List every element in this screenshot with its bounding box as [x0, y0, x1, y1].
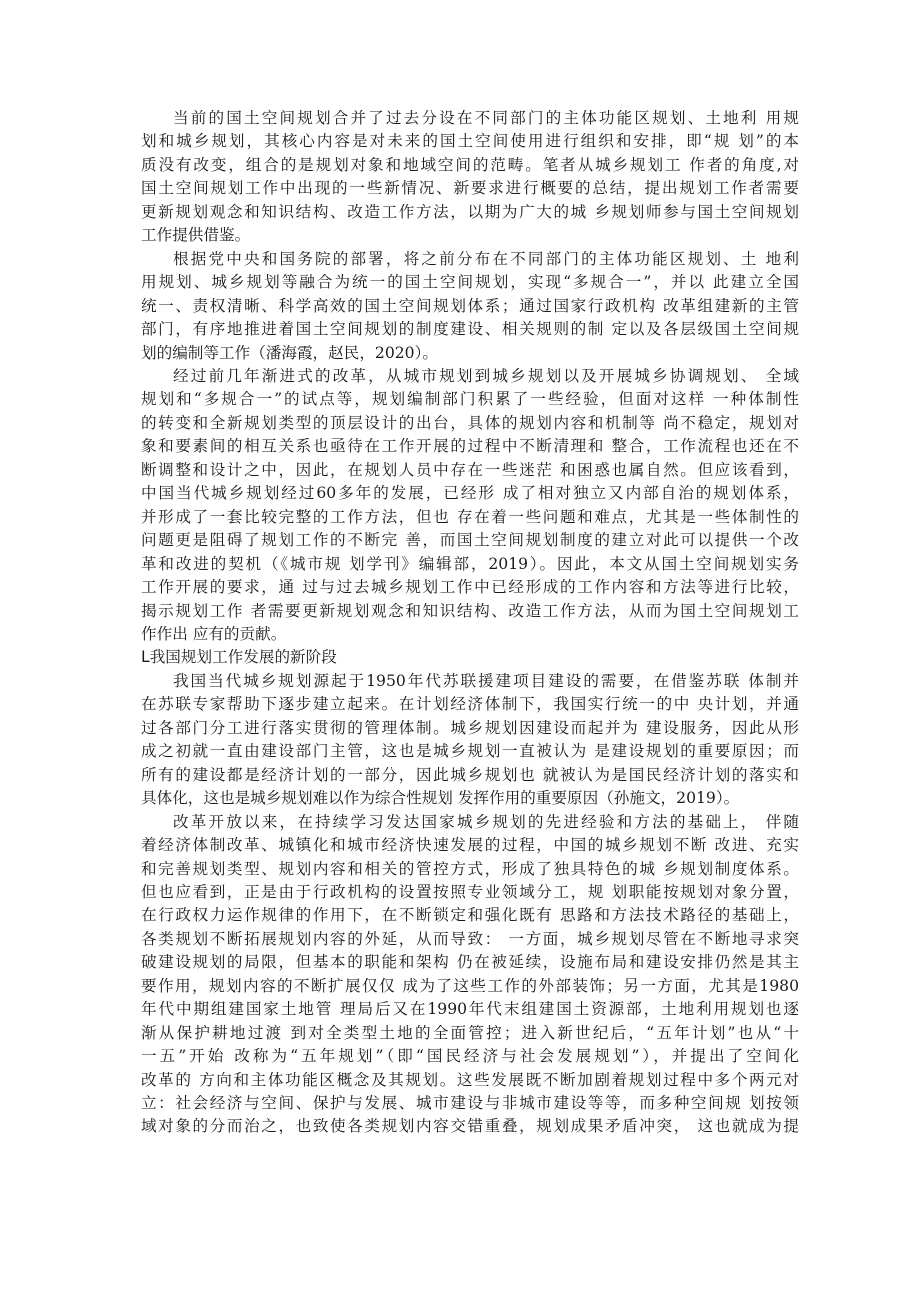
text-line: 当前的国土空间规划合并了过去分设在不同部门的主体功能区规划、土地利 用规	[173, 109, 799, 127]
text-line: 在苏联专家帮助下逐步建立起来。在计划经济体制下，我国实行统一的中 央计划，并通	[141, 695, 799, 714]
text-line: 象和要素间的相互关系也亟待在工作开展的过程中不断清理和 整合，工作流程也还在不	[141, 437, 799, 456]
text-line: 过各部门分工进行落实贯彻的管理体制。城乡规划因建设而起并为 建设服务，因此从形	[141, 718, 799, 737]
text-line: 的转变和全新规划类型的顶层设计的出台，具体的规划内容和机制等 尚不稳定，规划对	[141, 413, 799, 432]
text-line: 具体化，这也是城乡规划难以作为综合性规划 发挥作用的重要原因（孙施文，2019）。	[141, 789, 740, 808]
text-line: 作作出 应有的贡献。	[141, 624, 287, 643]
text-line: 所有的建设都是经济计划的一部分，因此城乡规划也 就被认为是国民经济计划的落实和	[141, 765, 799, 784]
text-line: 域对象的分而治之，也致使各类规划内容交错重叠，规划成果矛盾冲突， 这也就成为提	[141, 1117, 799, 1136]
text-line: 质没有改变，组合的是规划对象和地域空间的范畴。笔者从城乡规划工 作者的角度,对	[141, 155, 799, 174]
text-line: 部门，有序地推进着国土空间规划的制度建设、相关规则的制 定以及各层级国土空间规	[141, 320, 799, 339]
text-line: 改革开放以来，在持续学习发达国家城乡规划的先进经验和方法的基础上， 伴随	[173, 812, 799, 831]
text-line: 划的编制等工作（潘海霞，赵民，2020）。	[141, 343, 438, 362]
text-line: 我国当代城乡规划源起于1950年代苏联援建项目建设的需要，在借鉴苏联 体制并	[173, 671, 799, 690]
text-line: 用规划、城乡规划等融合为统一的国土空间规划，实现“多规合一”，并以 此建立全国	[141, 273, 799, 292]
text-line: 在行政权力运作规律的作用下，在不断锁定和强化既有 思路和方法技术路径的基础上，	[141, 906, 799, 925]
text-line: 各类规划不断拓展规划内容的外延，从而导致： 一方面，城乡规划尽管在不断地寻求突	[141, 929, 799, 948]
text-line: 要作用，规划内容的不断扩展仅仅 成为了这些工作的外部装饰；另一方面，尤其是1980	[141, 976, 799, 995]
document-body	[141, 107, 799, 1139]
text-line: 着经济体制改革、城镇化和城市经济快速发展的过程，中国的城乡规划不断 改进、充实	[141, 836, 799, 855]
text-line: 但也应看到，正是由于行政机构的设置按照专业领域分工，规 划职能按规划对象分置，	[141, 882, 799, 901]
text-line: 国土空间规划工作中出现的一些新情况、新要求进行概要的总结，提出规划工作者需要	[141, 179, 799, 198]
text-line: 年代中期组建国家土地管 理局后又在1990年代末组建国土资源部，土地利用规划也逐	[141, 1000, 799, 1019]
section-heading: L我国规划工作发展的新阶段	[141, 648, 337, 667]
text-line: 渐从保护耕地过渡 到对全类型土地的全面管控；进入新世纪后，“五年计划”也从“十	[141, 1023, 799, 1042]
text-line: 破建设规划的局限，但基本的职能和架构 仍在被延续，设施布局和建设安排仍然是其主	[141, 953, 799, 972]
text-line: 问题更是阻碍了规划工作的不断完 善，而国土空间规划制度的建立对此可以提供一个改	[141, 531, 799, 550]
text-line: 中国当代城乡规划经过60多年的发展，已经形 成了相对独立又内部自治的规划体系，	[141, 484, 799, 503]
text-line: 揭示规划工作 者需要更新规划观念和知识结构、改造工作方法，从而为国土空间规划工	[141, 601, 799, 620]
text-line: 革和改进的契机（《城市规 划学刊》编辑部，2019）。因此，本文从国土空间规划实务	[141, 554, 799, 573]
text-line: 统一、责权清晰、科学高效的国土空间规划体系；通过国家行政机构 改革组建新的主管	[141, 296, 799, 315]
text-line: 成之初就一直由建设部门主管，这也是城乡规划一直被认为 是建设规划的重要原因；而	[141, 742, 799, 761]
text-line: 一五”开始 改称为“五年规划”（即“国民经济与社会发展规划”），并提出了空间化	[141, 1047, 799, 1066]
text-line: 规划和“多规合一”的试点等，规划编制部门积累了一些经验，但面对这样 一种体制性	[141, 390, 799, 409]
text-line: 立：社会经济与空间、保护与发展、城市建设与非城市建设等等，而多种空间规 划按领	[141, 1094, 799, 1113]
text-line: 和完善规划类型、规划内容和相关的管控方式，形成了独具特色的城 乡规划制度体系。	[141, 859, 799, 878]
text-line: 工作提供借鉴。	[141, 226, 251, 245]
text-line: 改革的 方向和主体功能区概念及其规划。这些发展既不断加剧着规划过程中多个两元对	[141, 1070, 799, 1089]
text-line: 根据党中央和国务院的部署，将之前分布在不同部门的主体功能区规划、土 地利	[173, 249, 799, 268]
text-line: 断调整和设计之中，因此，在规划人员中存在一些迷茫 和困惑也属自然。但应该看到，	[141, 460, 799, 479]
text-line: 划和城乡规划，其核心内容是对未来的国土空间使用进行组织和安排，即“规 划”的本	[141, 132, 799, 151]
text-line: 并形成了一套比较完整的工作方法，但也 存在着一些问题和难点，尤其是一些体制性的	[141, 507, 799, 526]
text-line: 更新规划观念和知识结构、改造工作方法，以期为广大的城 乡规划师参与国土空间规划	[141, 202, 799, 221]
text-line: 工作开展的要求，通 过与过去城乡规划工作中已经形成的工作内容和方法等进行比较，	[141, 578, 799, 597]
text-line: 经过前几年渐进式的改革，从城市规划到城乡规划以及开展城乡协调规划、 全域	[173, 366, 799, 385]
